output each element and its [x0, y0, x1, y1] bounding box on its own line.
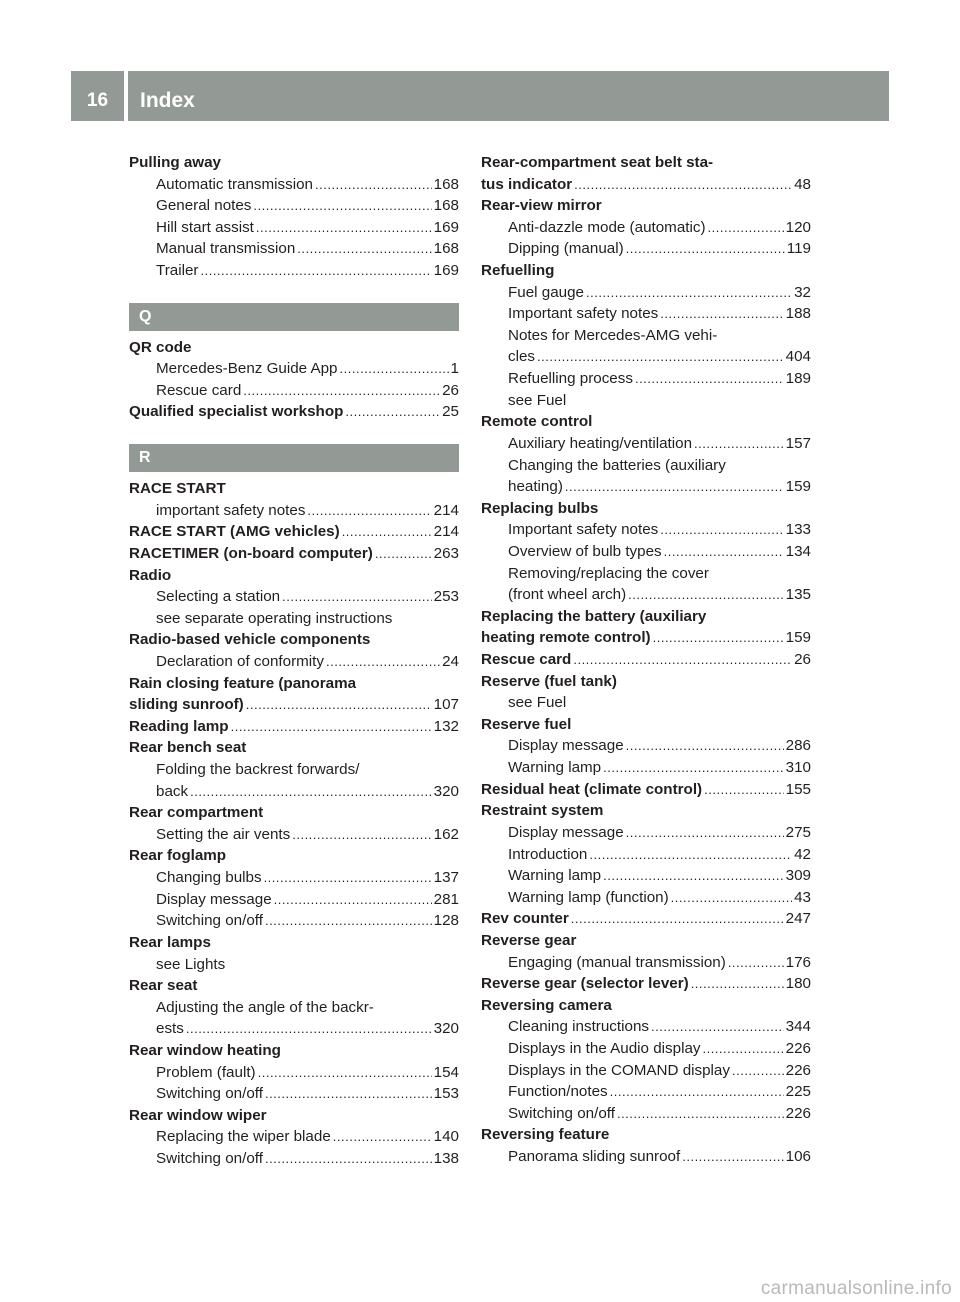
index-entry[interactable]: Reverse gear (selector lever) ..... 180 — [481, 973, 811, 995]
index-heading: Rear lamps — [129, 933, 211, 951]
index-entry[interactable]: Panorama sliding sunroof ..... 106 — [481, 1146, 811, 1168]
index-entry[interactable]: Automatic transmission ..... 168 — [129, 174, 459, 196]
index-see-reference: see separate operating instructions — [156, 609, 393, 627]
index-entry[interactable]: cles ..... 404 — [481, 346, 811, 368]
watermark: carmanualsonline.info — [760, 1278, 952, 1299]
index-entry[interactable]: Rev counter ..... 247 — [481, 908, 811, 930]
index-entry[interactable]: Display message ..... 281 — [129, 889, 459, 911]
index-heading: Rear foglamp — [129, 847, 227, 865]
index-entry[interactable]: Dipping (manual) ..... 119 — [481, 238, 811, 260]
index-entry[interactable]: Auxiliary heating/ventilation ..... 157 — [481, 433, 811, 455]
index-heading: Reserve (fuel tank) — [481, 672, 617, 690]
index-entry[interactable]: Mercedes-Benz Guide App ..... 1 — [129, 358, 459, 380]
index-entry[interactable]: Overview of bulb types ..... 134 — [481, 541, 811, 563]
index-entry[interactable]: Problem (fault) ..... 154 — [129, 1062, 459, 1084]
index-entry[interactable]: heating remote control) ..... 159 — [481, 627, 811, 649]
index-entry[interactable]: sliding sunroof) ..... 107 — [129, 694, 459, 716]
index-entry[interactable]: Function/notes ..... 225 — [481, 1081, 811, 1103]
index-entry[interactable]: Important safety notes ..... 133 — [481, 519, 811, 541]
index-entry[interactable]: Rescue card ..... 26 — [481, 649, 811, 671]
index-see-reference[interactable]: see Lights — [156, 955, 226, 973]
section-letter-r: R — [129, 444, 459, 472]
index-heading: Replacing the battery (auxiliary — [481, 607, 707, 625]
index-column-left — [129, 152, 459, 1170]
index-entry[interactable]: Display message ..... 286 — [481, 735, 811, 757]
index-entry-continued: Folding the backrest forwards/ — [156, 761, 360, 779]
index-heading: Remote control — [481, 413, 593, 431]
index-entry[interactable]: important safety notes ..... 214 — [129, 500, 459, 522]
index-entry[interactable]: Manual transmission ..... 168 — [129, 238, 459, 260]
index-entry[interactable]: Displays in the Audio display ..... 226 — [481, 1038, 811, 1060]
index-heading: Rear window wiper — [129, 1106, 267, 1124]
index-heading: Rear seat — [129, 977, 198, 995]
index-heading: QR code — [129, 338, 192, 356]
index-heading: Restraint system — [481, 802, 604, 820]
index-entry[interactable]: Residual heat (climate control) ..... 155 — [481, 779, 811, 801]
index-heading: Pulling away — [129, 154, 221, 171]
index-heading: Reserve fuel — [481, 715, 572, 733]
index-heading: Radio-based vehicle components — [129, 631, 371, 649]
index-entry[interactable]: Warning lamp ..... 309 — [481, 865, 811, 887]
index-entry[interactable]: Switching on/off ..... 226 — [481, 1103, 811, 1125]
index-heading: Radio — [129, 566, 172, 584]
index-heading: Rear compartment — [129, 804, 264, 822]
index-heading: Rear-view mirror — [481, 197, 602, 215]
index-entry[interactable]: Declaration of conformity ..... 24 — [129, 651, 459, 673]
index-heading: Refuelling — [481, 262, 555, 280]
index-entry-continued: Removing/replacing the cover — [508, 564, 709, 582]
index-heading: Rain closing feature (panorama — [129, 674, 357, 692]
index-entry[interactable]: ests ..... 320 — [129, 1018, 459, 1040]
index-heading: Reverse gear — [481, 931, 577, 949]
index-entry[interactable]: RACETIMER (on-board computer) ..... 263 — [129, 543, 459, 565]
index-entry[interactable]: Selecting a station ..... 253 — [129, 586, 459, 608]
index-entry[interactable]: Switching on/off ..... 153 — [129, 1083, 459, 1105]
index-entry[interactable]: Switching on/off ..... 138 — [129, 1148, 459, 1170]
index-entry[interactable]: RACE START (AMG vehicles) ..... 214 — [129, 521, 459, 543]
index-entry[interactable]: Cleaning instructions ..... 344 — [481, 1016, 811, 1038]
index-entry[interactable]: Hill start assist ..... 169 — [129, 217, 459, 239]
index-entry[interactable]: Rescue card ..... 26 — [129, 380, 459, 402]
index-heading: RACE START — [129, 480, 226, 498]
index-heading: Replacing bulbs — [481, 499, 599, 517]
index-entry[interactable]: Refuelling process ..... 189 — [481, 368, 811, 390]
index-entry[interactable]: heating) ..... 159 — [481, 476, 811, 498]
index-heading: Rear bench seat — [129, 739, 247, 757]
index-entry[interactable]: Important safety notes ..... 188 — [481, 303, 811, 325]
index-entry[interactable]: tus indicator ..... 48 — [481, 174, 811, 196]
index-entry-continued: Changing the batteries (auxiliary — [508, 456, 726, 474]
index-see-reference[interactable]: see Fuel — [508, 391, 567, 409]
index-entry[interactable]: Warning lamp ..... 310 — [481, 757, 811, 779]
index-entry[interactable]: back ..... 320 — [129, 781, 459, 803]
index-heading: Rear window heating — [129, 1041, 281, 1059]
index-entry[interactable]: Qualified specialist workshop ..... 25 — [129, 401, 459, 423]
section-letter-q: Q — [129, 303, 459, 331]
header-divider — [124, 71, 128, 121]
index-heading: Rear-compartment seat belt sta- — [481, 154, 714, 171]
page-title: Index — [140, 89, 195, 112]
index-entry[interactable]: Setting the air vents ..... 162 — [129, 824, 459, 846]
index-entry[interactable]: Displays in the COMAND display ..... 226 — [481, 1060, 811, 1082]
index-entry[interactable]: Switching on/off ..... 128 — [129, 910, 459, 932]
index-heading: Reversing feature — [481, 1126, 610, 1144]
index-heading: Reversing camera — [481, 996, 612, 1014]
index-entry-continued: Notes for Mercedes-AMG vehi- — [508, 326, 718, 344]
index-see-reference[interactable]: see Fuel — [508, 694, 567, 712]
index-entry[interactable]: Introduction ..... 42 — [481, 844, 811, 866]
index-entry[interactable]: Reading lamp ..... 132 — [129, 716, 459, 738]
index-entry[interactable]: Trailer ..... 169 — [129, 260, 459, 282]
index-column-right — [481, 152, 811, 1168]
index-entry[interactable]: Anti-dazzle mode (automatic) ..... 120 — [481, 217, 811, 239]
index-entry[interactable]: Display message ..... 275 — [481, 822, 811, 844]
index-entry[interactable]: General notes ..... 168 — [129, 195, 459, 217]
index-entry[interactable]: Fuel gauge ..... 32 — [481, 282, 811, 304]
index-entry[interactable]: Replacing the wiper blade ..... 140 — [129, 1126, 459, 1148]
index-entry[interactable]: Changing bulbs ..... 137 — [129, 867, 459, 889]
index-entry[interactable]: Warning lamp (function) ..... 43 — [481, 887, 811, 909]
index-entry-continued: Adjusting the angle of the backr- — [156, 998, 374, 1016]
index-entry[interactable]: Engaging (manual transmission) ..... 176 — [481, 952, 811, 974]
page-number: 16 — [86, 90, 109, 111]
index-entry[interactable]: (front wheel arch) ..... 135 — [481, 584, 811, 606]
